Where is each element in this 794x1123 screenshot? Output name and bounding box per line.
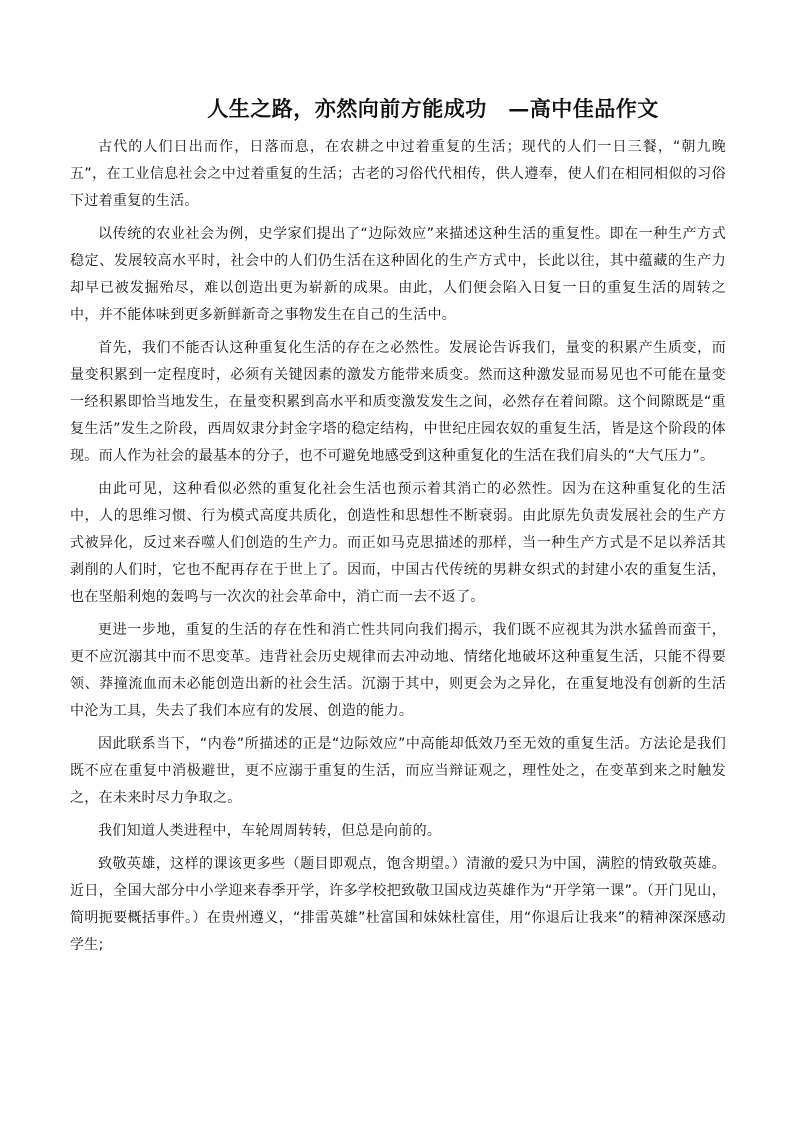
document-title: 人生之路，亦然向前方能成功 —高中佳品作文 bbox=[207, 96, 659, 121]
paragraph-7: 我们知道人类进程中，车轮周周转转，但总是向前的。 bbox=[98, 823, 442, 839]
paragraph-4: 由此可见，这种看似必然的重复化社会生活也预示着其消亡的必然性。因为在这种重复化的生活中，人的思维习惯、行为模式高度共质化，创造性和思想性不断衰弱。由此原先负责发展社会的生产方式被异化，反过来吞噬人们创造的生产力。而正如马克思描述的那样，当一种生产方式是不足以养活其剥削的人们时，它也不配再存在于世上了。因而，中国古代传统的男耕女织式的封建小农的重复生活，也在坚船利炮的轰鸣与一次次的社会革命中，消亡而一去不返了。 bbox=[70, 481, 726, 605]
paragraph-8: 致敬英雄，这样的课该更多些（题目即观点，饱含期望。）清澈的爱只为中国，满腔的情致敬英雄。近日，全国大部分中小学迎来春季开学，许多学校把致敬卫国戍边英雄作为“开学第一课”。（开门见山，简明扼要概括事件。）在贵州遵义，“排雷英雄”杜富国和妹妹杜富佳，用“你退后让我来”的精神深深感动学生; bbox=[70, 856, 726, 953]
paragraph-5: 更进一步地，重复的生活的存在性和消亡性共同向我们揭示，我们既不应视其为洪水猛兽而蛮干，更不应沉溺其中而不思变革。违背社会历史规律而去冲动地、情绪化地破坏这种重复生活，只能不得要领、莽撞流血而未必能创造出新的社会生活。沉溺于其中，则更会为之异化，在重复地没有创新的生活中沦为工具，失去了我们本应有的发展、创造的能力。 bbox=[70, 622, 726, 719]
document-page bbox=[70, 94, 726, 965]
paragraph-2: 以传统的农业社会为例，史学家们提出了“边际效应”来描述这种生活的重复性。即在一种生产方式稳定、发展较高水平时，社会中的人们仍生活在这种固化的生产方式中，长此以往，其中蕴藏的生产力却早已被发掘殆尽，难以创造出更为崭新的成果。由此，人们便会陷入日复一日的重复生活的周转之中，并不能体味到更多新鲜新奇之事物发生在自己的生活中。 bbox=[70, 226, 726, 323]
paragraph-1: 古代的人们日出而作，日落而息，在农耕之中过着重复的生活；现代的人们一日三餐，“朝九晚五”，在工业信息社会之中过着重复的生活；古老的习俗代代相传，供人遵奉，使人们在相同相似的习俗下过着重复的生活。 bbox=[70, 139, 726, 209]
paragraph-3: 首先，我们不能否认这种重复化生活的存在之必然性。发展论告诉我们，量变的积累产生质变，而量变积累到一定程度时，必须有关键因素的激发方能带来质变。然而这种激发显而易见也不可能在量变一经积累即恰当地发生，在量变积累到高水平和质变激发发生之间，必然存在着间隙。这个间隙既是“重复生活”发生之阶段，西周奴隶分封金字塔的稳定结构，中世纪庄园农奴的重复生活，皆是这个阶段的体现。而人作为社会的最基本的分子，也不可避免地感受到这种重复化的生活在我们肩头的“大气压力”。 bbox=[70, 340, 726, 464]
paragraph-6: 因此联系当下，“内卷”所描述的正是“边际效应”中高能却低效乃至无效的重复生活。方法论是我们既不应在重复中消极避世，更不应溺于重复的生活，而应当辩证观之，理性处之，在变革到来之时触发之，在未来时尽力争取之。 bbox=[70, 736, 726, 806]
